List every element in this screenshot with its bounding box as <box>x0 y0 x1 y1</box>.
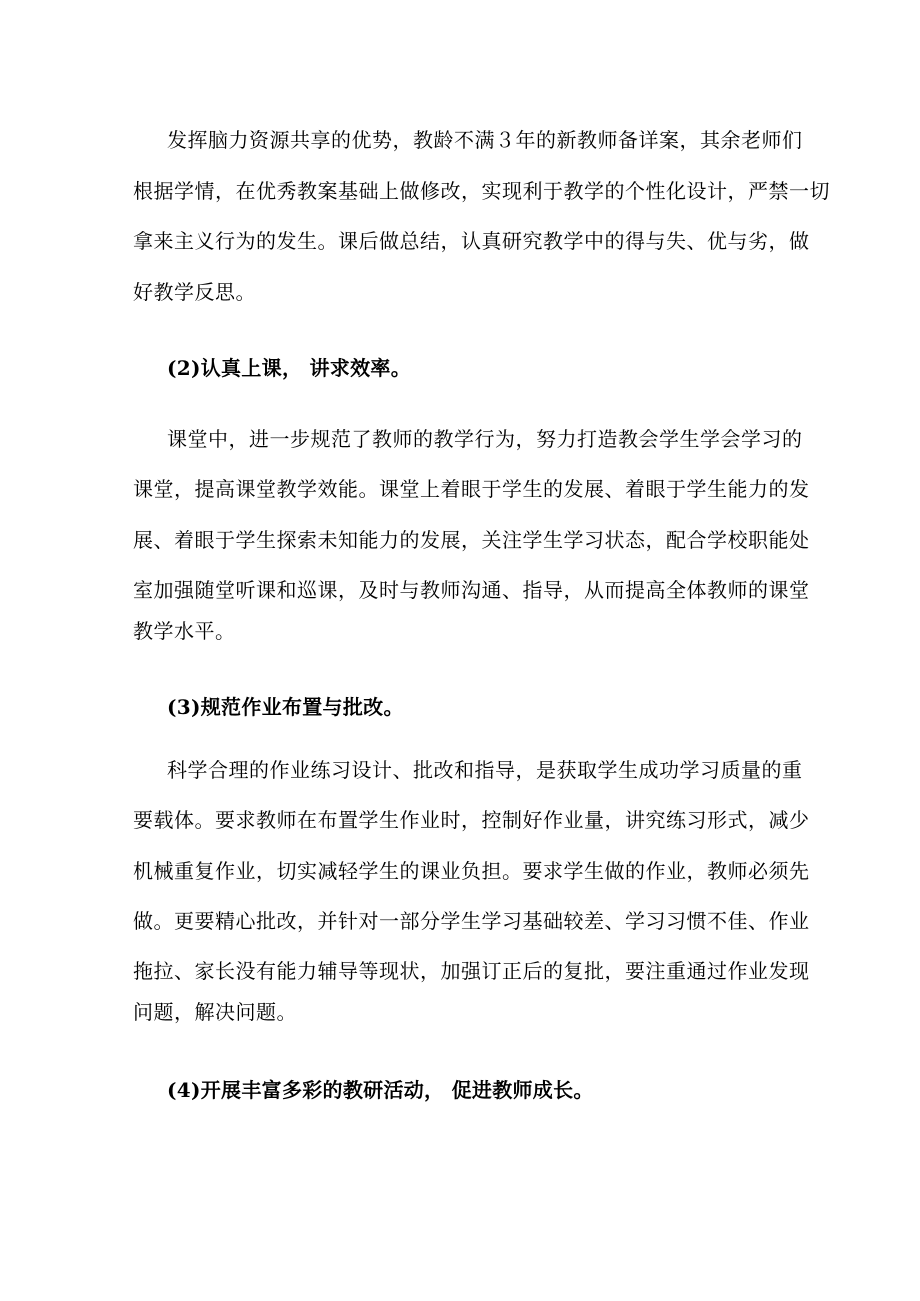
paragraph-3-line-4: 做。更要精心批改，并针对一部分学生学习基础较差、学习习惯不佳、作业 <box>133 909 810 933</box>
section-heading-4: (4)开展丰富多彩的教研活动， 促进教师成长。 <box>167 1078 594 1102</box>
section-heading-3: (3)规范作业布置与批改。 <box>167 695 404 719</box>
paragraph-2-line-2: 课堂，提高课堂教学效能。课堂上着眼于学生的发展、着眼于学生能力的发 <box>133 477 810 501</box>
paragraph-2-line-3: 展、着眼于学生探索未知能力的发展，关注学生学习状态，配合学校职能处 <box>133 528 810 552</box>
paragraph-2-line-1: 课堂中，进一步规范了教师的教学行为，努力打造教会学生学会学习的 <box>167 427 803 451</box>
paragraph-1-line-3: 拿来主义行为的发生。课后做总结，认真研究教学中的得与失、优与劣，做 <box>133 229 810 253</box>
paragraph-3-line-2: 要载体。要求教师在布置学生作业时，控制好作业量，讲究练习形式，减少 <box>133 808 810 832</box>
paragraph-3-line-5: 拖拉、家长没有能力辅导等现状，加强订正后的复批，要注重通过作业发现 <box>133 959 810 983</box>
section-heading-2: (2)认真上课， 讲求效率。 <box>167 356 412 380</box>
paragraph-1-line-2: 根据学情，在优秀教案基础上做修改，实现利于教学的个性化设计，严禁一切 <box>133 179 830 203</box>
paragraph-3-line-6: 问题，解决问题。 <box>133 1000 297 1024</box>
paragraph-3-line-3: 机械重复作业，切实减轻学生的课业负担。要求学生做的作业，教师必须先 <box>133 859 810 883</box>
paragraph-1-line-4: 好教学反思。 <box>133 280 256 304</box>
paragraph-2-line-5: 教学水平。 <box>133 619 236 643</box>
paragraph-1-line-1: 发挥脑力资源共享的优势，教龄不满３年的新教师备详案，其余老师们 <box>167 128 803 152</box>
paragraph-3-line-1: 科学合理的作业练习设计、批改和指导，是获取学生成功学习质量的重 <box>167 758 803 782</box>
paragraph-2-line-4: 室加强随堂听课和巡课，及时与教师沟通、指导，从而提高全体教师的课堂 <box>133 578 810 602</box>
